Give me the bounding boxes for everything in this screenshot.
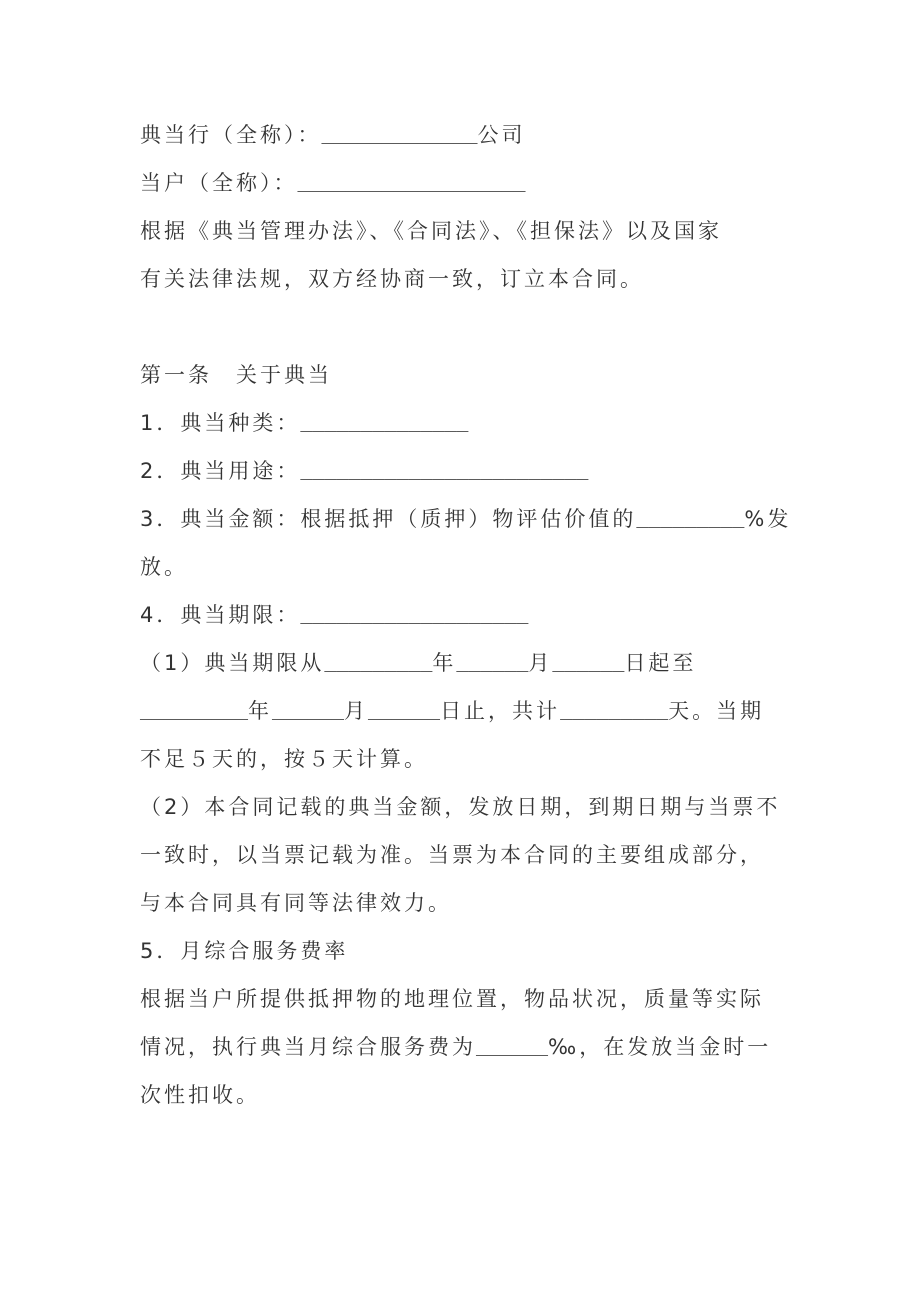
clause-line: 5．月综合服务费率 bbox=[140, 939, 349, 963]
clause-line: _________年______月______日止，共计_________天。当期 bbox=[140, 699, 765, 725]
blank-field: ______ bbox=[272, 702, 345, 725]
clause-line: 与本合同具有同等法律效力。 bbox=[140, 891, 452, 915]
blank-field: ______ bbox=[476, 1038, 549, 1061]
blank-field: _________ bbox=[324, 654, 433, 677]
clause-line: 1．典当种类：______________ bbox=[140, 411, 469, 437]
clause-line: 放。 bbox=[140, 555, 188, 579]
clause-line: 次性扣收。 bbox=[140, 1083, 260, 1107]
blank-field: ______ bbox=[368, 702, 441, 725]
clause-line: （2）本合同记载的典当金额，发放日期，到期日期与当票不 bbox=[140, 795, 781, 819]
blank-field: ______ bbox=[552, 654, 625, 677]
clause-line: 根据当户所提供抵押物的地理位置，物品状况，质量等实际 bbox=[140, 987, 764, 1011]
contract-document bbox=[140, 117, 792, 1125]
blank-field: _________ bbox=[140, 702, 249, 725]
clause-line: （1）典当期限从_________年______月______日起至 bbox=[140, 651, 697, 677]
article-title: 第一条 关于典当 bbox=[140, 363, 332, 387]
blank-field: ________________________ bbox=[300, 462, 589, 485]
clause-line: 2．典当用途：________________________ bbox=[140, 459, 589, 485]
blank-field: _________ bbox=[560, 702, 669, 725]
clause-line: 情况，执行典当月综合服务费为______‰，在发放当金时一 bbox=[140, 1035, 772, 1061]
blank-field: _____________ bbox=[321, 126, 478, 149]
pawnshop-name-line: 典当行（全称）：_____________公司 bbox=[140, 123, 526, 149]
blank-field: ___________________ bbox=[297, 174, 526, 197]
clause-line: 一致时，以当票记载为准。当票为本合同的主要组成部分， bbox=[140, 843, 764, 867]
clause-line: 3．典当金额：根据抵押（质押）物评估价值的_________%发 bbox=[140, 507, 792, 533]
blank-field: ___________________ bbox=[300, 606, 529, 629]
clause-line: 不足５天的，按５天计算。 bbox=[140, 747, 428, 771]
blank-field: ______________ bbox=[300, 414, 469, 437]
preamble-line: 有关法律法规，双方经协商一致，订立本合同。 bbox=[140, 267, 644, 291]
blank-field: ______ bbox=[456, 654, 529, 677]
pawner-name-line: 当户（全称）：___________________ bbox=[140, 171, 526, 197]
clause-line: 4．典当期限：___________________ bbox=[140, 603, 529, 629]
preamble-line: 根据《典当管理办法》、《合同法》、《担保法》以及国家 bbox=[140, 219, 722, 243]
blank-field: _________ bbox=[636, 510, 745, 533]
